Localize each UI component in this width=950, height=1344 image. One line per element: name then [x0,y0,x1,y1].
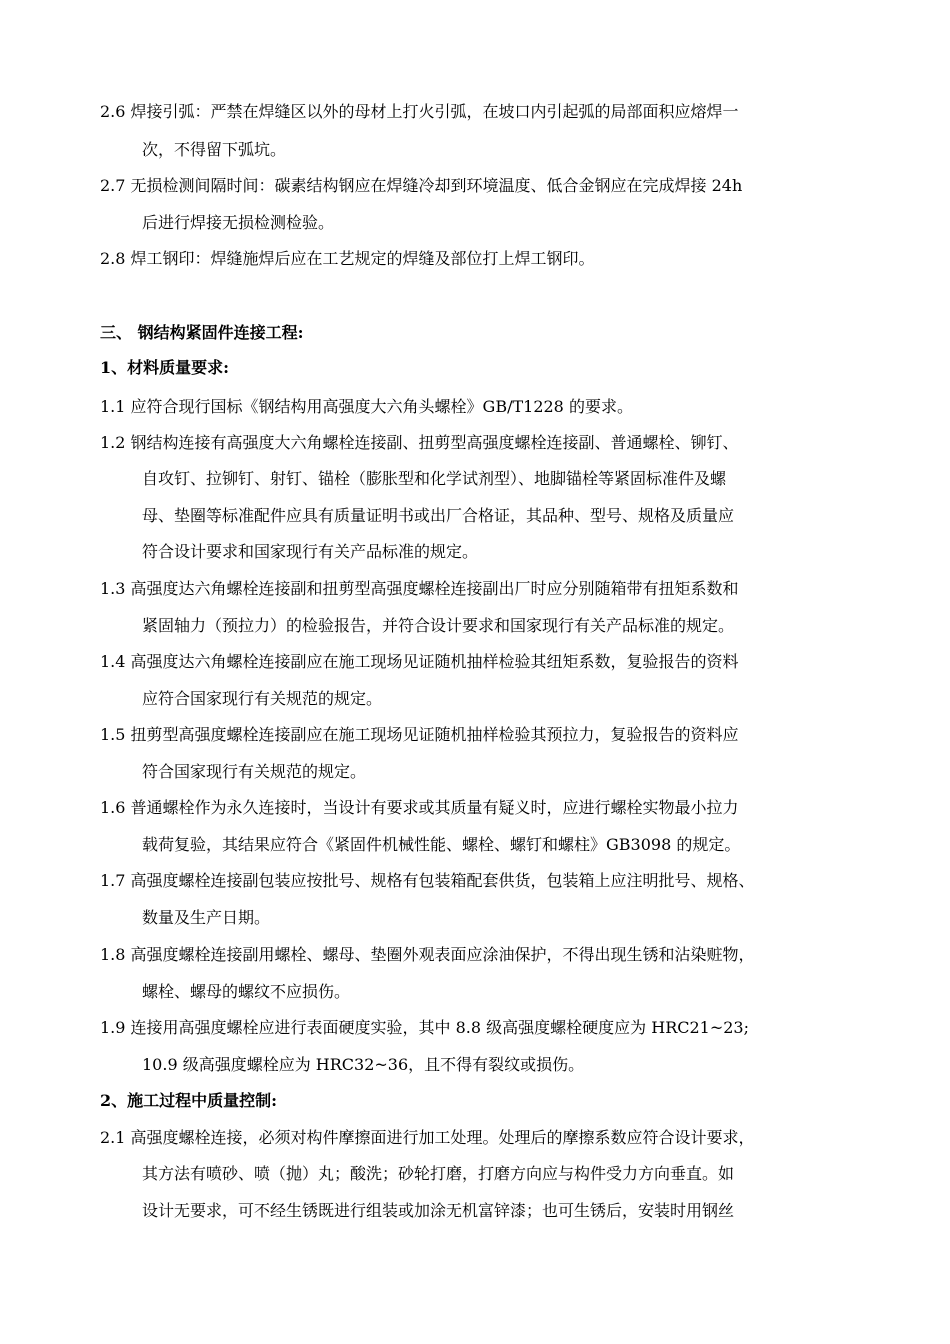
clause-1-7: 1.7 高强度螺栓连接副包装应按批号、规格有包装箱配套供货，包装箱上应注明批号、规格、 [100,871,755,890]
clause-1-6-continuation: 载荷复验，其结果应符合《紧固件机械性能、螺栓、螺钉和螺柱》GB3098 的规定。 [142,835,741,854]
clause-1-5: 1.5 扭剪型高强度螺栓连接副应在施工现场见证随机抽样检验其预拉力，复验报告的资料应 [100,725,739,744]
clause-1-4: 1.4 高强度达六角螺栓连接副应在施工现场见证随机抽样检验其纽矩系数，复验报告的资料 [100,652,739,671]
clause-1-2: 1.2 钢结构连接有高强度大六角螺栓连接副、扭剪型高强度螺栓连接副、普通螺栓、铆钉、 [100,433,739,452]
clause-2-6: 2.6 焊接引弧：严禁在焊缝区以外的母材上打火引弧，在坡口内引起弧的局部面积应熔焊一 [100,102,739,121]
clause-1-2-continuation-3: 符合设计要求和国家现行有关产品标准的规定。 [142,542,479,561]
clause-2-7: 2.7 无损检测间隔时间：碳素结构钢应在焊缝冷却到环境温度、低合金钢应在完成焊接 24h [100,176,743,195]
clause-2-8: 2.8 焊工钢印：焊缝施焊后应在工艺规定的焊缝及部位打上焊工钢印。 [100,249,595,268]
clause-1-3-continuation: 紧固轴力（预拉力）的检验报告，并符合设计要求和国家现行有关产品标准的规定。 [142,616,735,635]
section-heading-3: 三、 钢结构紧固件连接工程: [100,323,304,342]
clause-1-9-continuation: 10.9 级高强度螺栓应为 HRC32~36，且不得有裂纹或损伤。 [142,1055,585,1074]
clause-1-2-continuation-2: 母、垫圈等标准配件应具有质量证明书或出厂合格证，其品种、型号、规格及质量应 [142,506,735,525]
clause-1-7-continuation: 数量及生产日期。 [142,908,271,927]
clause-2-1-continuation-2: 设计无要求，可不经生锈既进行组装或加涂无机富锌漆；也可生锈后，安装时用钢丝 [142,1201,735,1220]
clause-2-6-continuation: 次，不得留下弧坑。 [142,140,287,159]
clause-1-8-continuation: 螺栓、螺母的螺纹不应损伤。 [142,982,351,1001]
clause-2-1: 2.1 高强度螺栓连接，必须对构件摩擦面进行加工处理。处理后的摩擦系数应符合设计要求， [100,1128,755,1147]
clause-1-2-continuation-1: 自攻钉、拉铆钉、射钉、锚栓（膨胀型和化学试剂型）、地脚锚栓等紧固标准件及螺 [142,469,727,488]
clause-2-7-continuation: 后进行焊接无损检测检验。 [142,213,335,232]
subsection-heading-2: 2、施工过程中质量控制: [100,1091,278,1110]
clause-2-1-continuation-1: 其方法有喷砂、喷（抛）丸；酸洗；砂轮打磨，打磨方向应与构件受力方向垂直。如 [142,1164,735,1183]
subsection-heading-1: 1、材料质量要求: [100,358,230,377]
clause-1-5-continuation: 符合国家现行有关规范的规定。 [142,762,367,781]
clause-1-3: 1.3 高强度达六角螺栓连接副和扭剪型高强度螺栓连接副出厂时应分别随箱带有扭矩系数和 [100,579,739,598]
clause-1-6: 1.6 普通螺栓作为永久连接时，当设计有要求或其质量有疑义时，应进行螺栓实物最小拉力 [100,798,739,817]
clause-1-4-continuation: 应符合国家现行有关规范的规定。 [142,689,383,708]
clause-1-8: 1.8 高强度螺栓连接副用螺栓、螺母、垫圈外观表面应涂油保护，不得出现生锈和沾染赃物， [100,945,755,964]
clause-1-1: 1.1 应符合现行国标《钢结构用高强度大六角头螺栓》GB/T1228 的要求。 [100,397,633,416]
clause-1-9: 1.9 连接用高强度螺栓应进行表面硬度实验，其中 8.8 级高强度螺栓硬度应为 HRC21~23; [100,1018,749,1037]
